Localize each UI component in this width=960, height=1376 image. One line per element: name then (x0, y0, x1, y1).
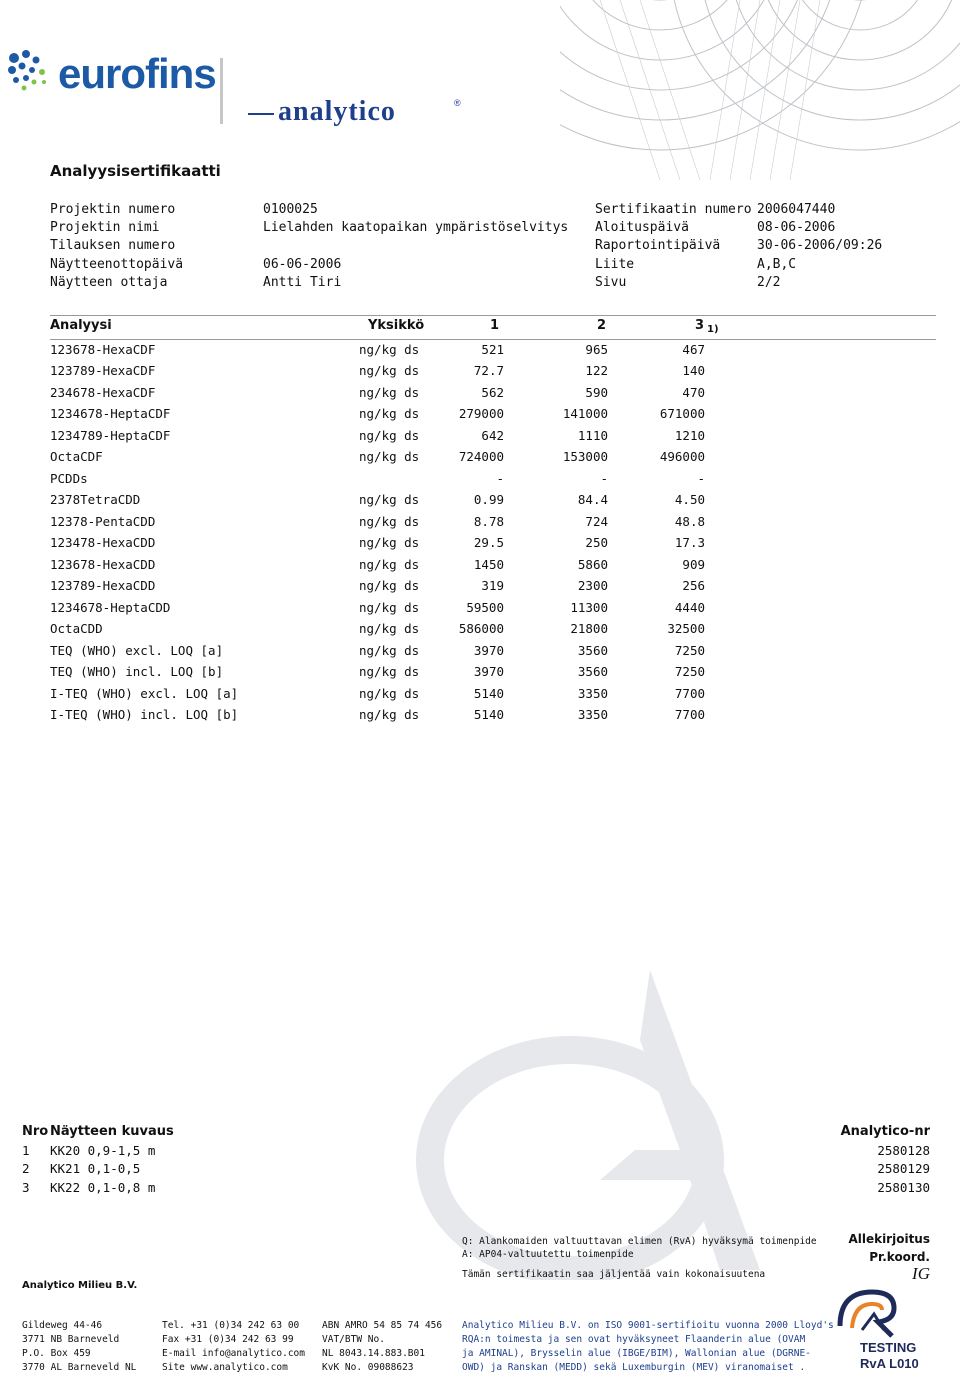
header-analysis: Analyysi (50, 318, 112, 333)
meta-label: Sertifikaatin numero (595, 202, 752, 217)
analyte-name: I-TEQ (WHO) excl. LOQ [a] (50, 686, 239, 701)
value-3: 467 (682, 342, 705, 357)
meta-value: Lielahden kaatopaikan ympäristöselvitys (263, 220, 569, 235)
accreditation-line: RQA:n toimesta ja sen ovat hyväksyneet Flaanderin alue (OVAM (462, 1334, 806, 1345)
value-2: - (600, 471, 608, 486)
table-row (0, 557, 960, 578)
value-2: 250 (585, 535, 608, 550)
accreditation-line: ja AMINAL), Brysselin alue (IBGE/BIM), Wallonian alue (DGRNE- (462, 1348, 811, 1359)
value-1: 3970 (473, 664, 504, 679)
address-line: P.O. Box 459 (22, 1348, 91, 1359)
registration-line: NL 8043.14.883.B01 (322, 1348, 425, 1359)
page-title: Analyysisertifikaatti (50, 162, 221, 180)
analyte-name: TEQ (WHO) excl. LOQ [a] (50, 643, 224, 658)
table-row (0, 664, 960, 685)
table-row (0, 342, 960, 363)
table-row (0, 535, 960, 556)
header-decoration (560, 0, 960, 180)
contact-line: Fax +31 (0)34 242 63 99 (162, 1334, 294, 1345)
unit: ng/kg ds (359, 449, 420, 464)
meta-value: 06-06-2006 (263, 257, 342, 272)
value-1: 5140 (473, 686, 504, 701)
meta-label: Näytteen ottaja (50, 275, 168, 290)
sample-desc: KK20 0,9-1,5 m (50, 1143, 156, 1158)
analyte-name: PCDDs (50, 471, 88, 486)
unit: ng/kg ds (359, 578, 420, 593)
testing-label: TESTING (860, 1340, 917, 1355)
contact-line: E-mail info@analytico.com (162, 1348, 305, 1359)
q-note: Q: Alankomaiden valtuuttavan elimen (RvA) hyväksymä toimenpide (462, 1236, 817, 1247)
unit: ng/kg ds (359, 600, 420, 615)
samples-header-nro: Nro (22, 1124, 49, 1139)
meta-label: Projektin numero (50, 202, 176, 217)
unit: ng/kg ds (359, 342, 420, 357)
meta-label: Liite (595, 257, 635, 272)
value-3: 17.3 (674, 535, 705, 550)
value-2: 3350 (577, 707, 608, 722)
rva-label: RvA L010 (860, 1356, 919, 1371)
value-2: 724 (585, 514, 608, 529)
meta-value: A,B,C (757, 257, 797, 272)
sample-code: 2580129 (877, 1161, 930, 1176)
analyte-name: 123678-HexaCDD (50, 557, 156, 572)
meta-value: 2/2 (757, 275, 781, 290)
sample-nro: 1 (22, 1143, 30, 1158)
meta-value: 0100025 (263, 202, 318, 217)
analyte-name: 123789-HexaCDD (50, 578, 156, 593)
value-3: 140 (682, 363, 705, 378)
unit: ng/kg ds (359, 707, 420, 722)
value-1: 724000 (458, 449, 504, 464)
unit: ng/kg ds (359, 428, 420, 443)
value-1: 642 (481, 428, 504, 443)
value-3: - (697, 471, 705, 486)
eurofins-logo-icon (4, 48, 56, 100)
samples-header-code: Analytico-nr (840, 1124, 930, 1139)
coordinator-label: Pr.koord. (869, 1250, 930, 1264)
value-3: 7250 (674, 664, 705, 679)
unit: ng/kg ds (359, 406, 420, 421)
value-1: 59500 (466, 600, 504, 615)
meta-label: Näytteenottopäivä (50, 257, 184, 272)
analyte-name: OctaCDD (50, 621, 103, 636)
address-line: Gildeweg 44-46 (22, 1320, 103, 1331)
table-row (0, 578, 960, 599)
table-row (0, 514, 960, 535)
header-unit: Yksikkö (368, 318, 425, 333)
watermark-logo (400, 950, 820, 1280)
table-row (0, 621, 960, 642)
unit: ng/kg ds (359, 385, 420, 400)
analyte-name: 123478-HexaCDD (50, 535, 156, 550)
value-1: 72.7 (473, 363, 504, 378)
value-3: 7700 (674, 686, 705, 701)
analyte-name: 2378TetraCDD (50, 492, 141, 507)
signature-initials: IG (912, 1264, 930, 1283)
value-3: 7250 (674, 643, 705, 658)
value-2: 3350 (577, 686, 608, 701)
meta-value: 30-06-2006/09:26 (757, 238, 883, 253)
registration-line: KvK No. 09088623 (322, 1362, 414, 1373)
analyte-name: 1234678-HeptaCDD (50, 600, 171, 615)
results-header-rule (50, 339, 936, 340)
contact-line: Tel. +31 (0)34 242 63 00 (162, 1320, 300, 1331)
value-3: 4440 (674, 600, 705, 615)
logo-divider (220, 58, 223, 124)
value-2: 84.4 (577, 492, 608, 507)
value-2: 1110 (577, 428, 608, 443)
value-2: 21800 (570, 621, 608, 636)
signature-label: Allekirjoitus (848, 1232, 930, 1246)
value-1: - (496, 471, 504, 486)
table-row (0, 406, 960, 427)
meta-label: Raportointipäivä (595, 238, 721, 253)
brand-dash (248, 113, 274, 115)
sample-code: 2580130 (877, 1180, 930, 1195)
value-2: 153000 (562, 449, 608, 464)
analyte-name: I-TEQ (WHO) incl. LOQ [b] (50, 707, 239, 722)
value-3: 909 (682, 557, 705, 572)
accreditation-line: Analytico Milieu B.V. on ISO 9001-sertifioitu vuonna 2000 Lloyd's (462, 1320, 834, 1331)
address-line: 3771 NB Barneveld (22, 1334, 120, 1345)
analyte-name: OctaCDF (50, 449, 103, 464)
value-2: 965 (585, 342, 608, 357)
analyte-name: 12378-PentaCDD (50, 514, 156, 529)
company-name: Analytico Milieu B.V. (22, 1280, 138, 1291)
sample-code: 2580128 (877, 1143, 930, 1158)
analyte-name: 234678-HexaCDF (50, 385, 156, 400)
value-1: 29.5 (473, 535, 504, 550)
value-1: 0.99 (473, 492, 504, 507)
registration-line: VAT/BTW No. (322, 1334, 385, 1345)
address-line: 3770 AL Barneveld NL (22, 1362, 137, 1373)
unit: ng/kg ds (359, 621, 420, 636)
registered-mark: ® (454, 98, 461, 108)
value-3: 256 (682, 578, 705, 593)
results-top-rule (50, 315, 936, 316)
value-2: 3560 (577, 664, 608, 679)
header-col1: 1 (490, 318, 500, 333)
header-col3: 3 (695, 318, 705, 333)
value-1: 521 (481, 342, 504, 357)
meta-value: 08-06-2006 (757, 220, 836, 235)
meta-label: Aloituspäivä (595, 220, 689, 235)
meta-value: Antti Tiri (263, 275, 342, 290)
value-2: 590 (585, 385, 608, 400)
table-row (0, 492, 960, 513)
unit: ng/kg ds (359, 363, 420, 378)
value-1: 586000 (458, 621, 504, 636)
value-1: 279000 (458, 406, 504, 421)
value-3: 32500 (667, 621, 705, 636)
reproduction-note: Tämän sertifikaatin saa jäljentää vain kokonaisuutena (462, 1269, 766, 1280)
value-2: 3560 (577, 643, 608, 658)
meta-label: Projektin nimi (50, 220, 160, 235)
meta-label: Tilauksen numero (50, 238, 176, 253)
value-1: 8.78 (473, 514, 504, 529)
unit: ng/kg ds (359, 664, 420, 679)
accreditation-line: OWD) ja Ranskan (MEDD) sekä Luxemburgin (MEV) viranomaiset . (462, 1362, 806, 1373)
samples-header-desc: Näytteen kuvaus (50, 1124, 174, 1139)
unit: ng/kg ds (359, 686, 420, 701)
unit: ng/kg ds (359, 643, 420, 658)
value-2: 2300 (577, 578, 608, 593)
value-1: 1450 (473, 557, 504, 572)
table-row (0, 707, 960, 728)
unit: ng/kg ds (359, 557, 420, 572)
value-2: 5860 (577, 557, 608, 572)
value-2: 141000 (562, 406, 608, 421)
value-3: 4.50 (674, 492, 705, 507)
analyte-name: 123789-HexaCDF (50, 363, 156, 378)
unit: ng/kg ds (359, 492, 420, 507)
analyte-name: TEQ (WHO) incl. LOQ [b] (50, 664, 224, 679)
value-1: 5140 (473, 707, 504, 722)
value-1: 562 (481, 385, 504, 400)
header-col2: 2 (597, 318, 607, 333)
table-row (0, 686, 960, 707)
value-3: 671000 (659, 406, 705, 421)
value-3: 48.8 (674, 514, 705, 529)
registration-line: ABN AMRO 54 85 74 456 (322, 1320, 443, 1331)
header-col3-note: 1) (707, 324, 719, 335)
value-2: 11300 (570, 600, 608, 615)
table-row (0, 643, 960, 664)
meta-value: 2006047440 (757, 202, 836, 217)
value-2: 122 (585, 363, 608, 378)
table-row (0, 385, 960, 406)
table-row (0, 600, 960, 621)
table-row (0, 363, 960, 384)
contact-line: Site www.analytico.com (162, 1362, 288, 1373)
a-note: A: AP04-valtuutettu toimenpide (462, 1249, 634, 1260)
table-row (0, 428, 960, 449)
brand-logo-text: analytico (278, 96, 396, 127)
analyte-name: 123678-HexaCDF (50, 342, 156, 357)
value-3: 470 (682, 385, 705, 400)
meta-label: Sivu (595, 275, 627, 290)
value-3: 7700 (674, 707, 705, 722)
value-1: 3970 (473, 643, 504, 658)
value-1: 319 (481, 578, 504, 593)
rva-logo-icon (834, 1286, 904, 1338)
table-row (0, 449, 960, 470)
sample-desc: KK21 0,1-0,5 (50, 1161, 141, 1176)
unit: ng/kg ds (359, 514, 420, 529)
sample-nro: 2 (22, 1161, 30, 1176)
value-3: 1210 (674, 428, 705, 443)
analyte-name: 1234678-HeptaCDF (50, 406, 171, 421)
sample-desc: KK22 0,1-0,8 m (50, 1180, 156, 1195)
unit: ng/kg ds (359, 535, 420, 550)
analyte-name: 1234789-HeptaCDF (50, 428, 171, 443)
value-3: 496000 (659, 449, 705, 464)
sample-nro: 3 (22, 1180, 30, 1195)
table-row (0, 471, 960, 492)
company-logo-text: eurofins (58, 50, 216, 97)
